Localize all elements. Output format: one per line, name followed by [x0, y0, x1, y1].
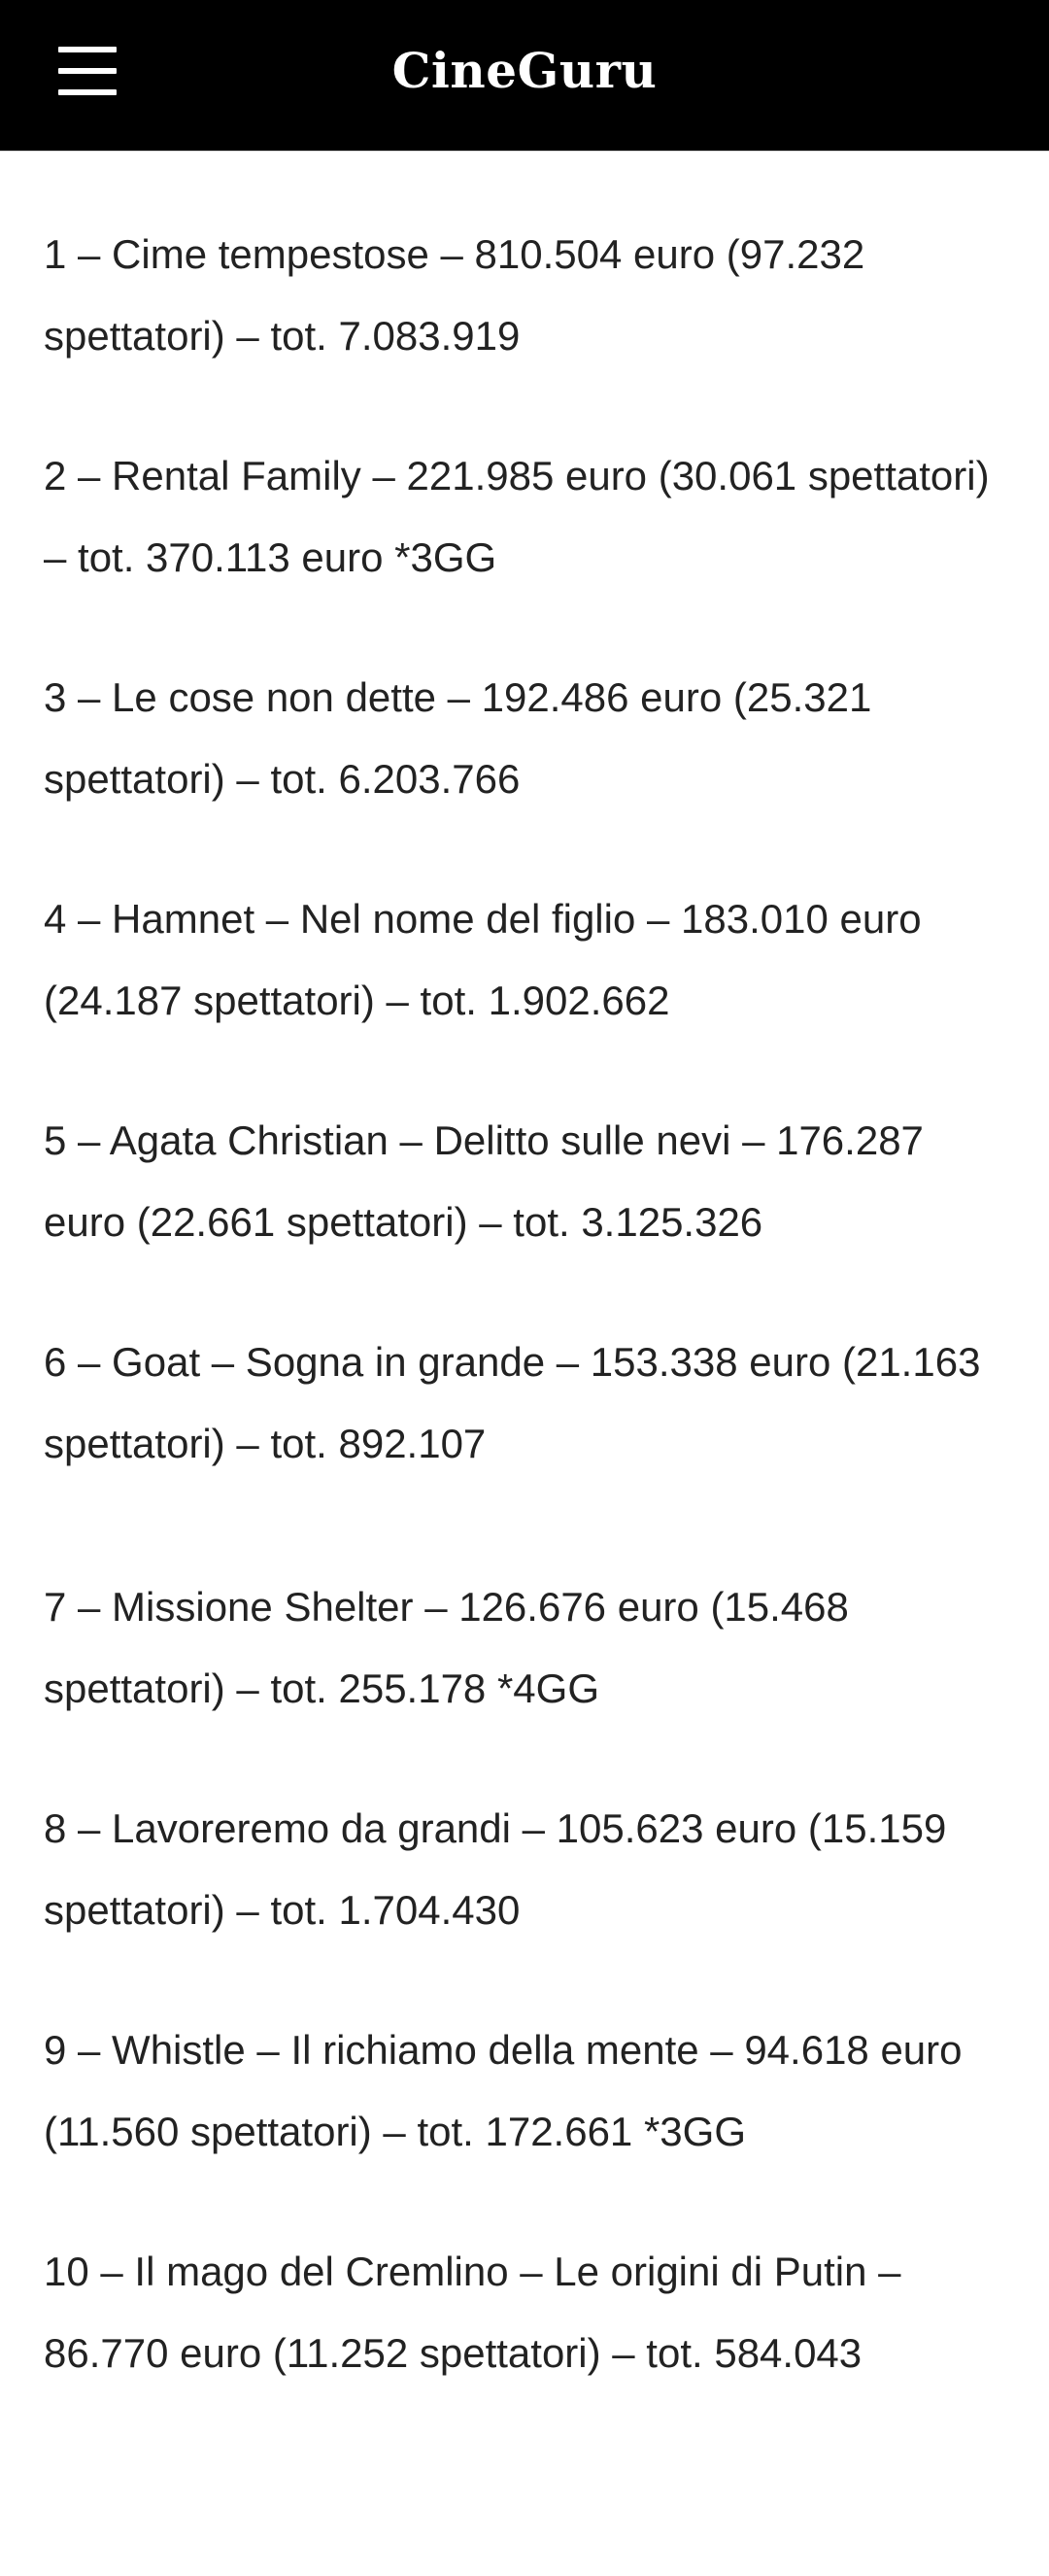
box-office-entry-3: 3 – Le cose non dette – 192.486 euro (25.321 spettatori) – tot. 6.203.766 [44, 674, 872, 802]
box-office-entry-1: 1 – Cime tempestose – 810.504 euro (97.232 spettatori) – tot. 7.083.919 [44, 231, 865, 359]
article-body [44, 214, 1010, 2394]
box-office-entry-8: 8 – Lavoreremo da grandi – 105.623 euro (15.159 spettatori) – tot. 1.704.430 [44, 1805, 947, 1933]
menu-line [58, 89, 117, 95]
box-office-entry-2: 2 – Rental Family – 221.985 euro (30.061 spettatori) – tot. 370.113 euro *3GG [44, 453, 990, 580]
box-office-entry-9: 9 – Whistle – Il richiamo della mente – 94.618 euro (11.560 spettatori) – tot. 172.661 *3GG [44, 2027, 963, 2154]
box-office-entry-10: 10 – Il mago del Cremlino – Le origini di Putin – 86.770 euro (11.252 spettatori) – tot. 584.043 [44, 2249, 901, 2376]
menu-line [58, 47, 117, 52]
box-office-entry-7: 7 – Missione Shelter – 126.676 euro (15.468 spettatori) – tot. 255.178 *4GG [44, 1584, 849, 1711]
box-office-entry-5: 5 – Agata Christian – Delitto sulle nevi – 176.287 euro (22.661 spettatori) – tot. 3.125.326 [44, 1117, 924, 1245]
top-navigation-bar [0, 0, 1049, 152]
hamburger-menu-icon[interactable] [56, 47, 118, 97]
box-office-entry-4: 4 – Hamnet – Nel nome del figlio – 183.010 euro (24.187 spettatori) – tot. 1.902.662 [44, 896, 922, 1023]
box-office-entry-6: 6 – Goat – Sogna in grande – 153.338 euro (21.163 spettatori) – tot. 892.107 [44, 1339, 981, 1466]
site-logo-title[interactable]: CineGuru [391, 42, 658, 99]
menu-line [58, 68, 117, 74]
